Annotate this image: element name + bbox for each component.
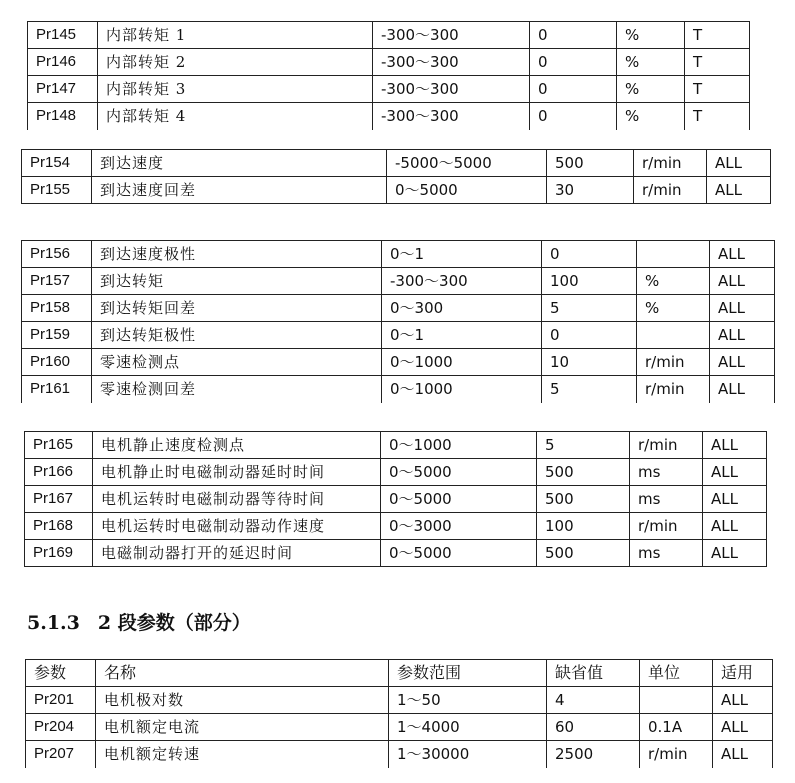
table-row [22,241,775,268]
param-range-cell: 0～300 [382,295,542,322]
param-default-cell: 0 [530,76,617,103]
param-name-cell: 电磁制动器打开的延迟时间 [93,540,381,567]
param-unit-cell: ms [630,459,703,486]
column-header: 适用 [713,660,773,687]
column-header: 名称 [96,660,389,687]
param-unit-cell: r/min [637,349,710,376]
param-unit-cell: r/min [637,376,710,403]
param-name-cell: 到达转矩回差 [92,295,382,322]
param-unit-cell: ms [630,540,703,567]
param-default-cell: 5 [542,295,637,322]
table-row [25,432,767,459]
table-header-row [26,660,773,687]
param-range-cell: 0～1 [382,322,542,349]
param-unit-cell: % [637,268,710,295]
param-default-cell: 5 [537,432,630,459]
param-default-cell: 5 [542,376,637,403]
param-name-cell: 到达速度回差 [92,177,387,204]
param-unit-cell: r/min [630,513,703,540]
param-name-cell: 内部转矩 1 [98,22,373,49]
param-mode-cell: ALL [710,376,775,403]
column-header: 单位 [640,660,713,687]
param-range-cell: 0～5000 [387,177,547,204]
param-code-cell: Pr157 [22,268,92,295]
param-mode-cell: ALL [703,513,767,540]
param-name-cell: 零速检测回差 [92,376,382,403]
column-header: 缺省值 [547,660,640,687]
param-code-cell: Pr169 [25,540,93,567]
param-default-cell: 2500 [547,741,640,768]
table-row [22,150,771,177]
param-name-cell: 到达速度极性 [92,241,382,268]
param-mode-cell: ALL [703,540,767,567]
param-name-cell: 电机静止时电磁制动器延时时间 [93,459,381,486]
table-row [25,540,767,567]
param-name-cell: 电机额定转速 [96,741,389,768]
param-code-cell: Pr167 [25,486,93,513]
param-mode-cell: ALL [707,177,771,204]
param-default-cell: 0 [542,241,637,268]
param-table-arrival-zero-speed [21,240,775,403]
param-default-cell: 0 [530,49,617,76]
param-unit-cell: r/min [630,432,703,459]
param-mode-cell: ALL [707,150,771,177]
table-row [28,76,750,103]
param-name-cell: 电机运转时电磁制动器动作速度 [93,513,381,540]
param-default-cell: 0 [530,22,617,49]
param-code-cell: Pr160 [22,349,92,376]
param-mode-cell: ALL [703,486,767,513]
param-code-cell: Pr154 [22,150,92,177]
param-mode-cell: T [685,22,750,49]
param-code-cell: Pr155 [22,177,92,204]
param-default-cell: 500 [547,150,634,177]
table-row [28,49,750,76]
param-name-cell: 零速检测点 [92,349,382,376]
param-code-cell: Pr168 [25,513,93,540]
param-code-cell: Pr204 [26,714,96,741]
table-row [25,513,767,540]
column-header: 参数范围 [389,660,547,687]
param-name-cell: 到达转矩极性 [92,322,382,349]
param-range-cell: 0～1000 [382,349,542,376]
param-unit-cell: % [617,103,685,130]
table-row [25,486,767,513]
param-range-cell: 1～4000 [389,714,547,741]
table-row [26,714,773,741]
table-row [25,459,767,486]
section-title: 2 段参数（部分） [97,612,251,634]
param-mode-cell: T [685,76,750,103]
param-name-cell: 内部转矩 3 [98,76,373,103]
param-mode-cell: ALL [710,349,775,376]
param-range-cell: 0～5000 [381,486,537,513]
param-range-cell: 0～5000 [381,540,537,567]
param-default-cell: 500 [537,486,630,513]
param-mode-cell: T [685,103,750,130]
param-default-cell: 100 [542,268,637,295]
param-range-cell: 0～1000 [382,376,542,403]
param-unit-cell: % [617,22,685,49]
param-mode-cell: ALL [710,295,775,322]
table-row [26,687,773,714]
param-unit-cell: % [617,49,685,76]
param-mode-cell: ALL [713,714,773,741]
param-table-torque [27,21,750,130]
section-heading [27,608,251,635]
param-mode-cell: ALL [713,687,773,714]
param-unit-cell [637,241,710,268]
table-row [22,268,775,295]
table-row [22,322,775,349]
param-code-cell: Pr165 [25,432,93,459]
param-mode-cell: ALL [710,268,775,295]
section-number: 5.1.3 [27,612,80,634]
param-name-cell: 到达转矩 [92,268,382,295]
param-code-cell: Pr201 [26,687,96,714]
table-row [22,177,771,204]
param-name-cell: 电机静止速度检测点 [93,432,381,459]
param-name-cell: 到达速度 [92,150,387,177]
param-code-cell: Pr146 [28,49,98,76]
table-row [22,349,775,376]
param-name-cell: 内部转矩 4 [98,103,373,130]
param-code-cell: Pr147 [28,76,98,103]
param-mode-cell: T [685,49,750,76]
param-code-cell: Pr161 [22,376,92,403]
param-unit-cell: r/min [634,150,707,177]
param-unit-cell: r/min [640,741,713,768]
param-mode-cell: ALL [713,741,773,768]
param-range-cell: 0～5000 [381,459,537,486]
param-table-brake [24,431,767,567]
param-default-cell: 500 [537,459,630,486]
param-range-cell: 1～30000 [389,741,547,768]
param-name-cell: 内部转矩 2 [98,49,373,76]
param-code-cell: Pr207 [26,741,96,768]
param-default-cell: 4 [547,687,640,714]
param-mode-cell: ALL [703,432,767,459]
param-range-cell: -5000～5000 [387,150,547,177]
param-name-cell: 电机额定电流 [96,714,389,741]
param-range-cell: -300～300 [373,49,530,76]
table-row [28,103,750,130]
param-range-cell: 0～3000 [381,513,537,540]
param-default-cell: 500 [537,540,630,567]
param-unit-cell [637,322,710,349]
column-header: 参数 [26,660,96,687]
param-default-cell: 30 [547,177,634,204]
param-unit-cell: ms [630,486,703,513]
param-range-cell: -300～300 [373,22,530,49]
param-mode-cell: ALL [710,241,775,268]
param-default-cell: 100 [537,513,630,540]
param-range-cell: 0～1 [382,241,542,268]
param-mode-cell: ALL [703,459,767,486]
param-mode-cell: ALL [710,322,775,349]
param-name-cell: 电机极对数 [96,687,389,714]
param-name-cell: 电机运转时电磁制动器等待时间 [93,486,381,513]
param-range-cell: 1～50 [389,687,547,714]
param-default-cell: 10 [542,349,637,376]
param-code-cell: Pr158 [22,295,92,322]
param-unit-cell: 0.1A [640,714,713,741]
table-row [28,22,750,49]
param-range-cell: -300～300 [382,268,542,295]
param-default-cell: 0 [542,322,637,349]
param-unit-cell: % [637,295,710,322]
param-unit-cell: % [617,76,685,103]
param-code-cell: Pr166 [25,459,93,486]
table-row [22,295,775,322]
param-default-cell: 0 [530,103,617,130]
param-default-cell: 60 [547,714,640,741]
param-code-cell: Pr156 [22,241,92,268]
param-range-cell: -300～300 [373,76,530,103]
table-row [26,741,773,768]
table-row [22,376,775,403]
param-code-cell: Pr145 [28,22,98,49]
param-unit-cell: r/min [634,177,707,204]
param-unit-cell [640,687,713,714]
param-table-section2 [25,659,773,768]
param-range-cell: 0～1000 [381,432,537,459]
param-code-cell: Pr148 [28,103,98,130]
param-range-cell: -300～300 [373,103,530,130]
param-code-cell: Pr159 [22,322,92,349]
param-table-speed-arrival [21,149,771,204]
